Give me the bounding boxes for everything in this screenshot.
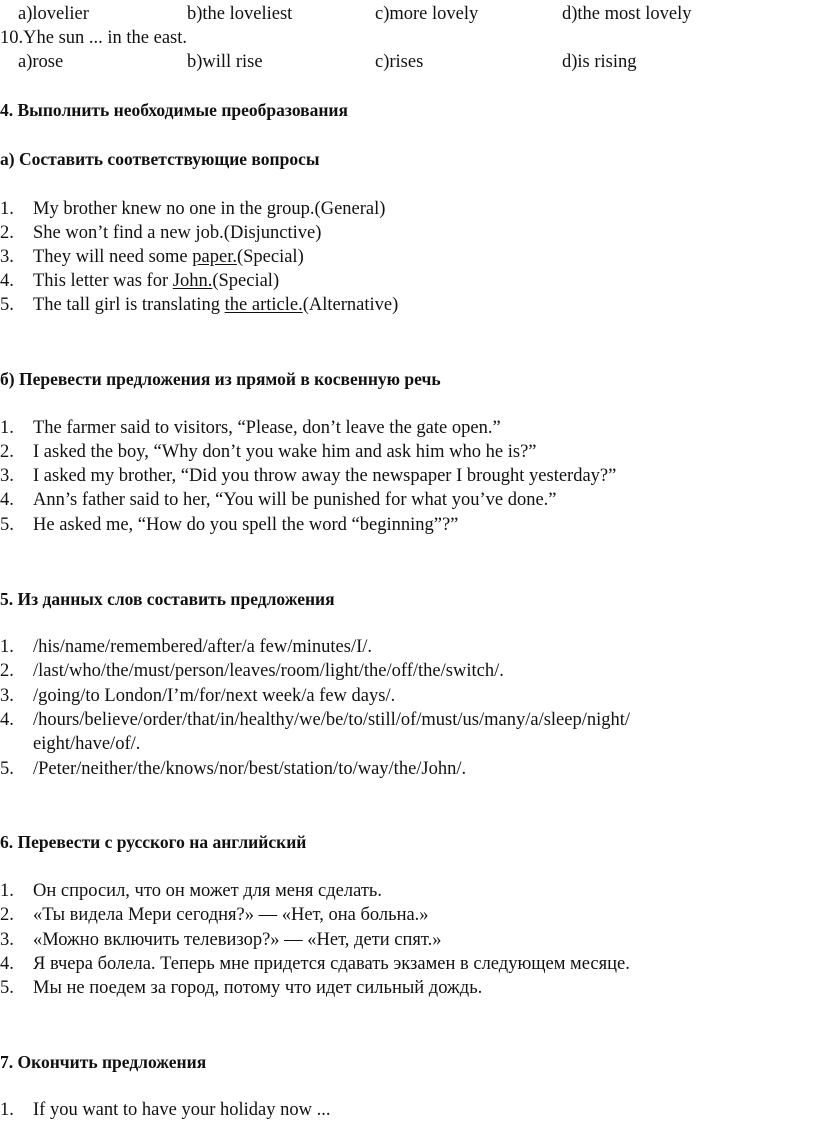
s6-item-1: Он спросил, что он может для меня сделать. (33, 881, 382, 901)
q9-option-c: c)more lovely (375, 4, 479, 24)
s6-item-1-num: 1. (0, 881, 14, 901)
s4a-item-3: They will need some paper.(Special) (33, 247, 304, 267)
s4b-item-5: He asked me, “How do you spell the word “beginning”?” (33, 515, 459, 535)
s5-item-4-num: 4. (0, 710, 14, 730)
s4a-item-1: My brother knew no one in the group.(General) (33, 199, 386, 219)
s5-item-4: /hours/believe/order/that/in/healthy/we/be/to/still/of/must/us/many/a/sleep/night/ (33, 710, 631, 730)
section4b-title: б) Перевести предложения из прямой в косвенную речь (0, 369, 441, 389)
section4a-title: а) Составить соответствующие вопросы (0, 149, 320, 169)
s5-item-5-num: 5. (0, 759, 14, 779)
s7-item-1-num: 1. (0, 1100, 14, 1120)
s5-item-5: /Peter/neither/the/knows/nor/best/station/to/way/the/John/. (33, 759, 467, 779)
q10-option-b: b)will rise (187, 52, 263, 72)
s4a-item-5-num: 5. (0, 295, 14, 315)
s6-item-2-num: 2. (0, 905, 14, 925)
s4a-item-2: She won’t find a new job.(Disjunctive) (33, 223, 322, 243)
s6-item-3-num: 3. (0, 930, 14, 950)
s4b-item-2-num: 2. (0, 442, 14, 462)
s4b-item-3: I asked my brother, “Did you throw away the newspaper I brought yesterday?” (33, 466, 617, 486)
s4a-item-1-num: 1. (0, 199, 14, 219)
s5-item-4-continuation: eight/have/of/. (33, 734, 141, 754)
q9-option-b: b)the loveliest (187, 4, 293, 24)
s6-item-5-num: 5. (0, 978, 14, 998)
s4b-item-5-num: 5. (0, 515, 14, 535)
s5-item-3: /going/to London/I’m/for/next week/a few days/. (33, 686, 396, 706)
q10-option-c: c)rises (375, 52, 424, 72)
s4a-item-2-num: 2. (0, 223, 14, 243)
s4b-item-1-num: 1. (0, 418, 14, 438)
q9-option-a: a)lovelier (18, 4, 89, 24)
q10-option-a: a)rose (18, 52, 64, 72)
q10-option-d: d)is rising (562, 52, 637, 72)
s6-item-3: «Можно включить телевизор?» — «Нет, дети спят.» (33, 930, 442, 950)
s5-item-1-num: 1. (0, 637, 14, 657)
s4b-item-4-num: 4. (0, 490, 14, 510)
s4b-item-4: Ann’s father said to her, “You will be punished for what you’ve done.” (33, 490, 557, 510)
s6-item-2: «Ты видела Мери сегодня?» — «Нет, она больна.» (33, 905, 429, 925)
section5-title: 5. Из данных слов составить предложения (0, 589, 335, 609)
section6-title: 6. Перевести с русского на английский (0, 832, 307, 852)
s6-item-5: Мы не поедем за город, потому что идет сильный дождь. (33, 978, 483, 998)
section4-title: 4. Выполнить необходимые преобразования (0, 100, 348, 120)
section7-title: 7. Окончить предложения (0, 1052, 207, 1072)
s5-item-3-num: 3. (0, 686, 14, 706)
s5-item-2-num: 2. (0, 661, 14, 681)
s7-item-1: If you want to have your holiday now ... (33, 1100, 331, 1120)
s5-item-1: /his/name/remembered/after/a few/minutes/I/. (33, 637, 373, 657)
s5-item-2: /last/who/the/must/person/leaves/room/light/the/off/the/switch/. (33, 661, 504, 681)
s6-item-4-num: 4. (0, 954, 14, 974)
s4a-item-3-num: 3. (0, 247, 14, 267)
s4a-item-5: The tall girl is translating the article.(Alternative) (33, 295, 399, 315)
s4a-item-4-num: 4. (0, 271, 14, 291)
s6-item-4: Я вчера болела. Теперь мне придется сдавать экзамен в следующем месяце. (33, 954, 630, 974)
q9-option-d: d)the most lovely (562, 4, 692, 24)
s4b-item-2: I asked the boy, “Why don’t you wake him and ask him who he is?” (33, 442, 537, 462)
q10-question: 10.Yhe sun ... in the east. (0, 28, 188, 48)
s4b-item-1: The farmer said to visitors, “Please, don’t leave the gate open.” (33, 418, 501, 438)
s4a-item-4: This letter was for John.(Special) (33, 271, 280, 291)
s4b-item-3-num: 3. (0, 466, 14, 486)
